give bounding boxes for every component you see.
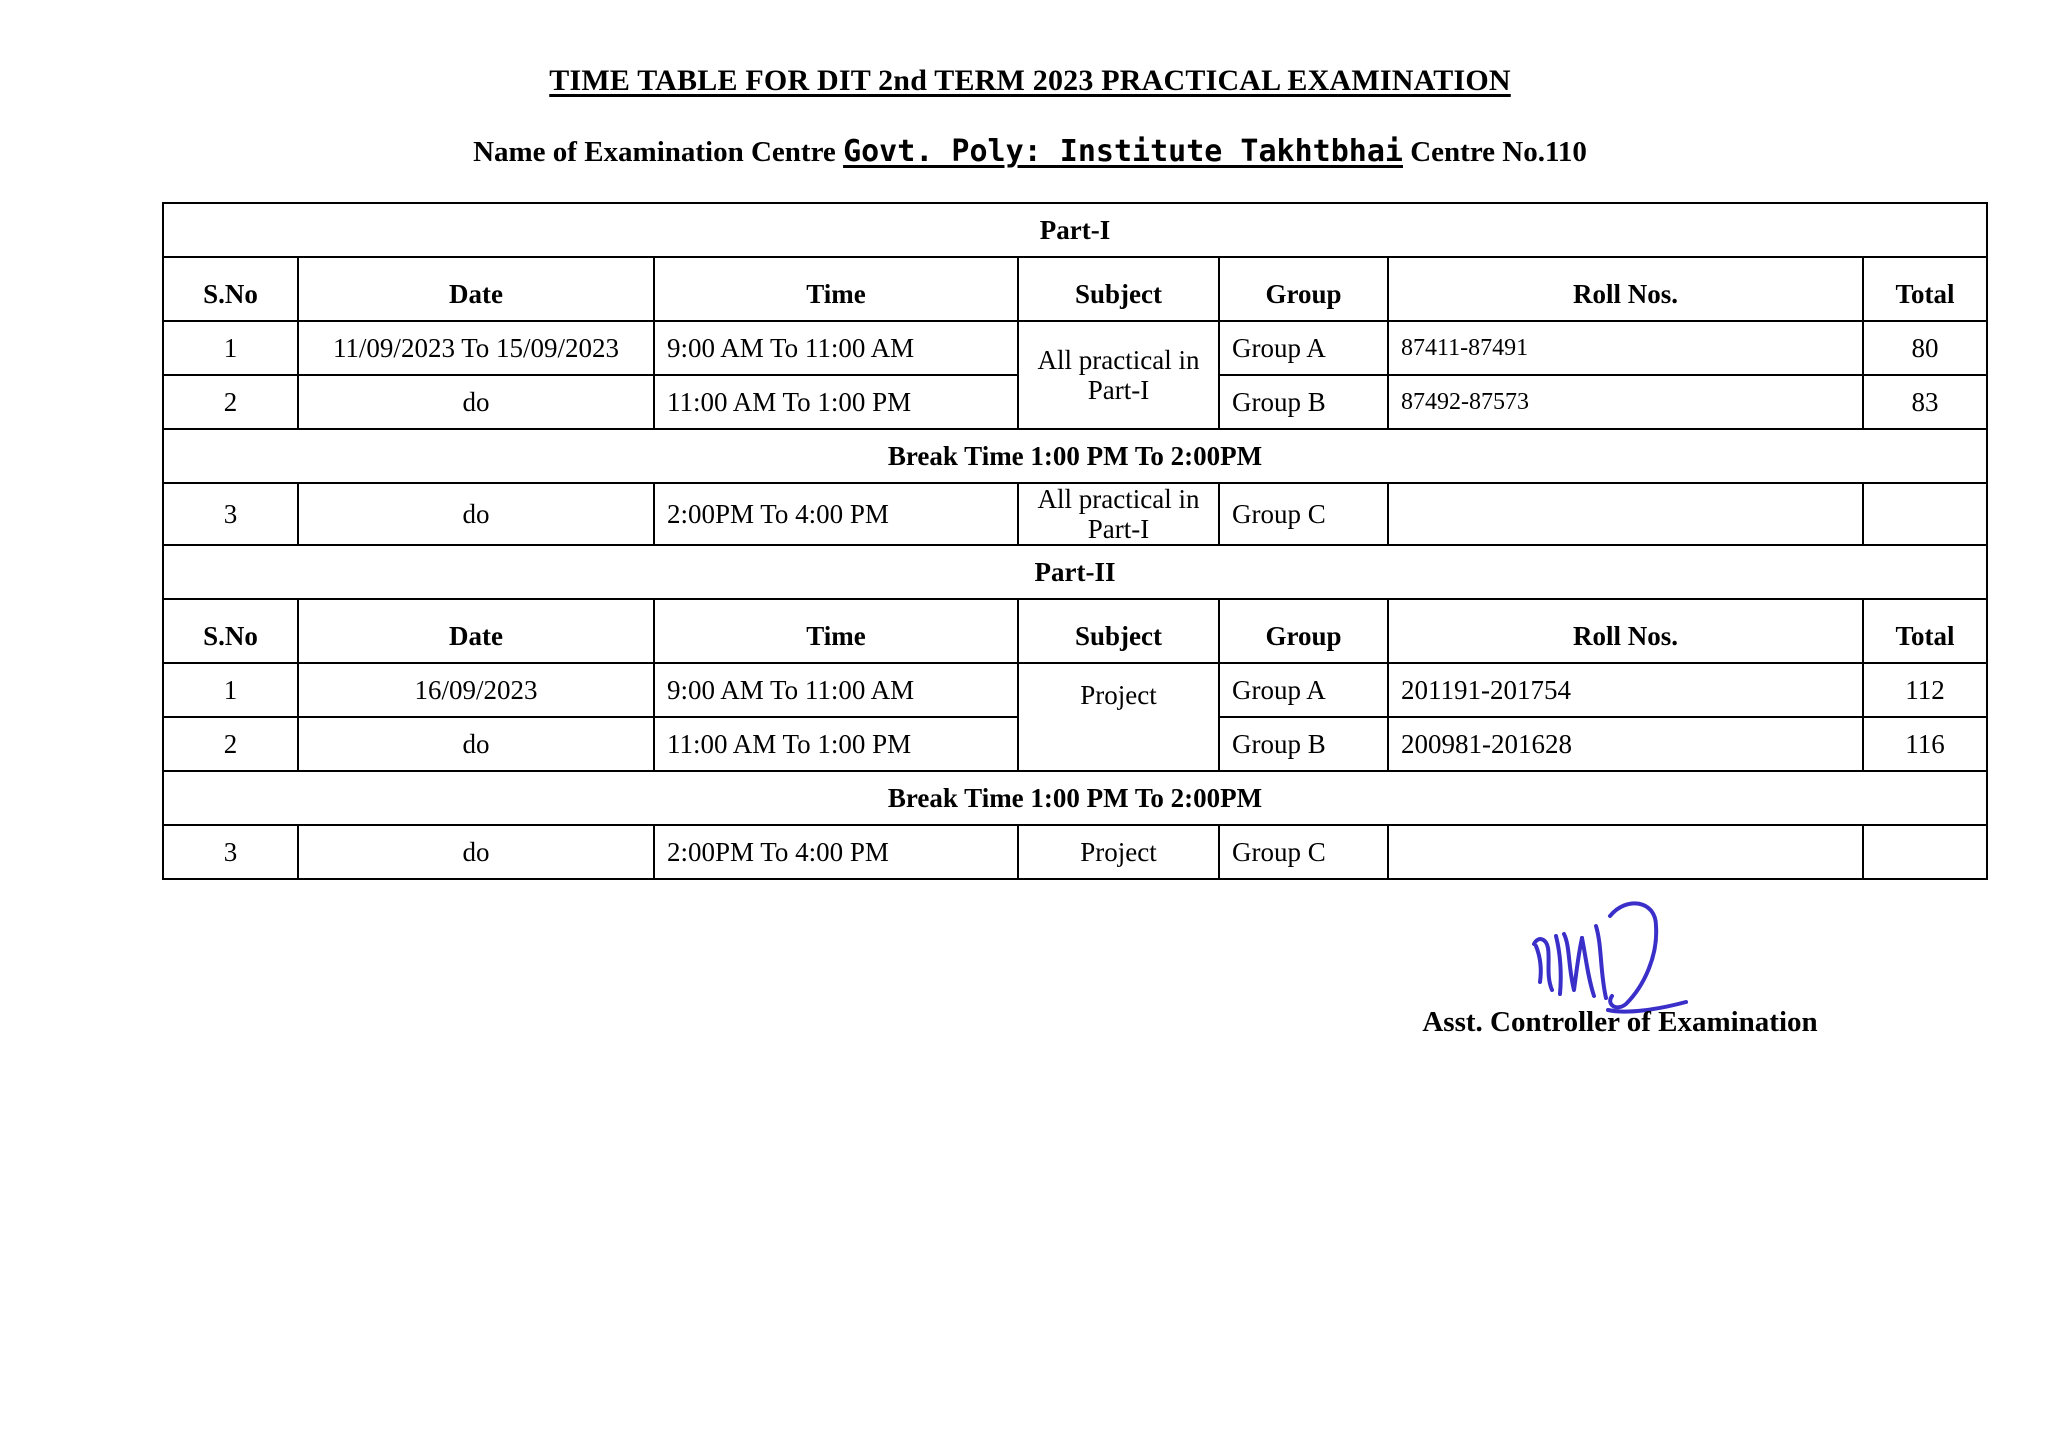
cell-total: 112 bbox=[1863, 663, 1987, 717]
col-header-subject: Subject bbox=[1018, 599, 1219, 663]
cell-sno: 2 bbox=[163, 375, 298, 429]
cell-time: 11:00 AM To 1:00 PM bbox=[654, 717, 1018, 771]
signatory-title: Asst. Controller of Examination bbox=[1422, 1006, 1818, 1038]
cell-subject: Project bbox=[1018, 663, 1219, 771]
cell-date: 11/09/2023 To 15/09/2023 bbox=[298, 321, 654, 375]
col-header-roll: Roll Nos. bbox=[1388, 257, 1863, 321]
cell-subject: All practical in Part-I bbox=[1018, 321, 1219, 429]
cell-roll: 201191-201754 bbox=[1388, 663, 1863, 717]
part1-title: Part-I bbox=[163, 203, 1987, 257]
part1-break: Break Time 1:00 PM To 2:00PM bbox=[163, 429, 1987, 483]
part1-header-row bbox=[163, 257, 1987, 321]
table-row bbox=[163, 321, 1987, 375]
cell-group: Group A bbox=[1219, 321, 1388, 375]
table-row bbox=[163, 825, 1987, 879]
page-title: TIME TABLE FOR DIT 2nd TERM 2023 PRACTICAL EXAMINATION bbox=[549, 64, 1511, 97]
cell-subject: Project bbox=[1018, 825, 1219, 879]
cell-sno: 3 bbox=[163, 825, 298, 879]
cell-sno: 1 bbox=[163, 321, 298, 375]
col-header-date: Date bbox=[298, 599, 654, 663]
cell-time: 2:00PM To 4:00 PM bbox=[654, 483, 1018, 545]
cell-date: do bbox=[298, 375, 654, 429]
col-header-group: Group bbox=[1219, 257, 1388, 321]
cell-roll bbox=[1388, 483, 1863, 545]
cell-total: 116 bbox=[1863, 717, 1987, 771]
cell-date: do bbox=[298, 483, 654, 545]
col-header-total: Total bbox=[1863, 257, 1987, 321]
cell-group: Group B bbox=[1219, 375, 1388, 429]
cell-date: do bbox=[298, 717, 654, 771]
cell-total bbox=[1863, 483, 1987, 545]
col-header-sno: S.No bbox=[163, 599, 298, 663]
centre-line bbox=[0, 134, 2048, 169]
col-header-roll: Roll Nos. bbox=[1388, 599, 1863, 663]
part1-break-row bbox=[163, 429, 1987, 483]
col-header-group: Group bbox=[1219, 599, 1388, 663]
signature-strokes bbox=[1534, 903, 1686, 1011]
cell-sno: 2 bbox=[163, 717, 298, 771]
cell-roll bbox=[1388, 825, 1863, 879]
signature bbox=[1516, 886, 1716, 1026]
col-header-subject: Subject bbox=[1018, 257, 1219, 321]
cell-time: 9:00 AM To 11:00 AM bbox=[654, 663, 1018, 717]
cell-roll: 87411-87491 bbox=[1388, 321, 1863, 375]
cell-date: 16/09/2023 bbox=[298, 663, 654, 717]
cell-sno: 3 bbox=[163, 483, 298, 545]
part2-title-row bbox=[163, 545, 1987, 599]
timetable bbox=[162, 202, 1988, 880]
cell-group: Group A bbox=[1219, 663, 1388, 717]
cell-time: 2:00PM To 4:00 PM bbox=[654, 825, 1018, 879]
part2-break: Break Time 1:00 PM To 2:00PM bbox=[163, 771, 1987, 825]
table-row bbox=[163, 663, 1987, 717]
cell-time: 11:00 AM To 1:00 PM bbox=[654, 375, 1018, 429]
col-header-total: Total bbox=[1863, 599, 1987, 663]
cell-group: Group C bbox=[1219, 483, 1388, 545]
cell-sno: 1 bbox=[163, 663, 298, 717]
centre-number: Centre No.110 bbox=[1410, 136, 1587, 168]
cell-group: Group C bbox=[1219, 825, 1388, 879]
cell-total: 80 bbox=[1863, 321, 1987, 375]
table-row bbox=[163, 483, 1987, 545]
cell-subject: All practical in Part-I bbox=[1018, 483, 1219, 545]
col-header-date: Date bbox=[298, 257, 654, 321]
part2-break-row bbox=[163, 771, 1987, 825]
cell-date: do bbox=[298, 825, 654, 879]
cell-roll: 87492-87573 bbox=[1388, 375, 1863, 429]
part2-title: Part-II bbox=[163, 545, 1987, 599]
col-header-time: Time bbox=[654, 257, 1018, 321]
cell-roll: 200981-201628 bbox=[1388, 717, 1863, 771]
col-header-time: Time bbox=[654, 599, 1018, 663]
cell-time: 9:00 AM To 11:00 AM bbox=[654, 321, 1018, 375]
col-header-sno: S.No bbox=[163, 257, 298, 321]
cell-total bbox=[1863, 825, 1987, 879]
part2-header-row bbox=[163, 599, 1987, 663]
centre-name: Govt. Poly: Institute Takhtbhai bbox=[843, 134, 1403, 169]
centre-prefix: Name of Examination Centre bbox=[473, 136, 836, 168]
part1-title-row bbox=[163, 203, 1987, 257]
cell-group: Group B bbox=[1219, 717, 1388, 771]
cell-total: 83 bbox=[1863, 375, 1987, 429]
